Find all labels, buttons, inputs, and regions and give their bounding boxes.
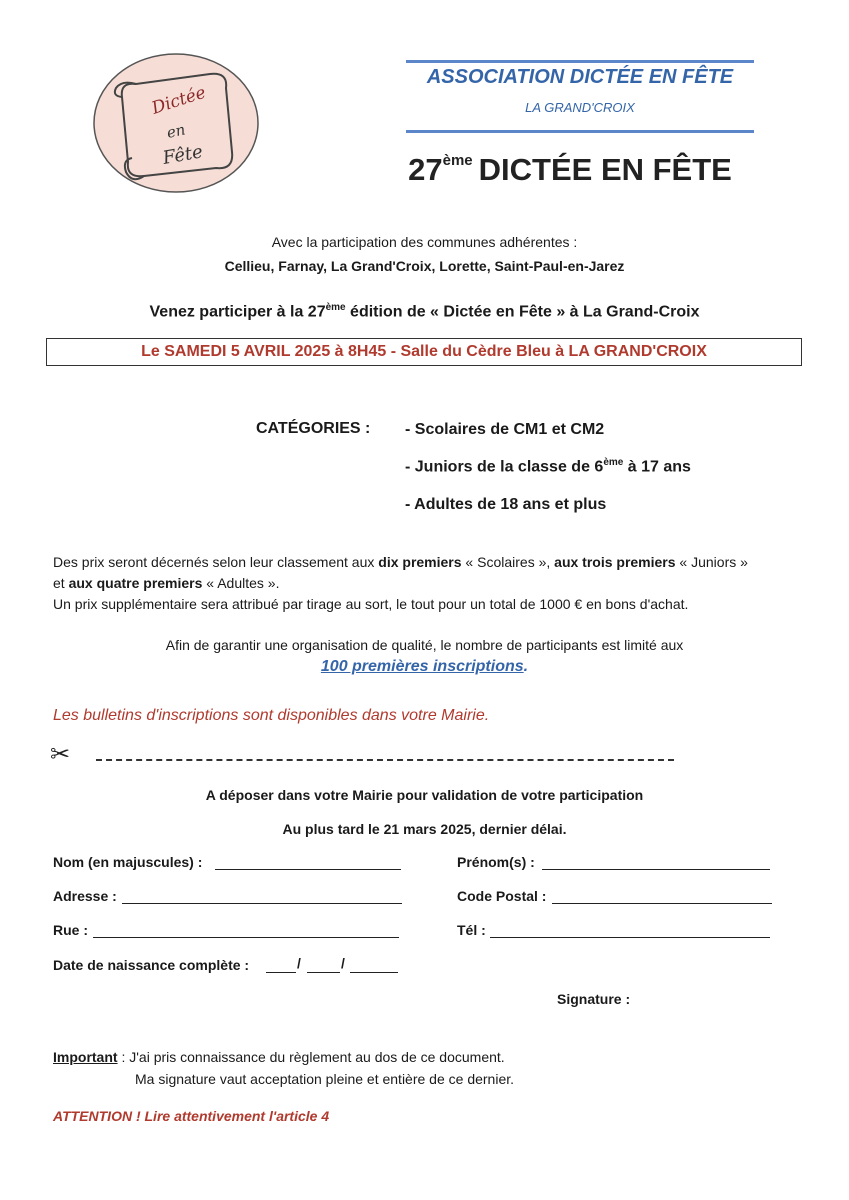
invitation-sup: ème — [325, 302, 346, 313]
important-text-2: Ma signature vaut acceptation pleine et entière de ce dernier. — [135, 1071, 515, 1087]
adresse-label: Adresse : — [53, 888, 117, 904]
prize-text: « Adultes ». — [202, 575, 280, 591]
event-date-box: Le SAMEDI 5 AVRIL 2025 à 8H45 - Salle du Cèdre Bleu à LA GRAND'CROIX — [46, 338, 802, 366]
scroll-logo-graphic — [92, 52, 260, 195]
prizes-paragraph — [53, 552, 813, 615]
adresse-field[interactable] — [122, 903, 402, 904]
logo-text-1: Dictée — [149, 82, 209, 119]
prize-text: Des prix seront décernés selon leur classement aux — [53, 554, 379, 570]
categories-label: CATÉGORIES : — [256, 420, 371, 437]
limit-dot: . — [523, 658, 529, 675]
prize-bold: aux quatre premiers — [68, 575, 203, 591]
title-text: DICTÉE EN FÊTE — [478, 152, 732, 187]
prize-text: « Juniors » — [675, 554, 748, 570]
important-label: Important — [53, 1049, 118, 1065]
page-title — [360, 152, 780, 188]
tel-label: Tél : — [457, 922, 486, 938]
nom-field[interactable] — [215, 869, 401, 870]
bulletins-notice: Les bulletins d'inscriptions sont disponibles dans votre Mairie. — [53, 707, 490, 724]
participation-communes: Cellieu, Farnay, La Grand'Croix, Lorette, Saint-Paul-en-Jarez — [224, 258, 625, 274]
cut-line — [96, 759, 674, 761]
association-town: LA GRAND'CROIX — [525, 100, 635, 115]
date-slash: / — [341, 955, 345, 971]
prize-text: Un prix supplémentaire sera attribué par tirage au sort, le tout pour un total de 1000 € en bons d'achat. — [53, 596, 689, 612]
category-item-sup: ème — [603, 457, 624, 468]
attention-notice: ATTENTION ! Lire attentivement l'article 4 — [53, 1108, 330, 1124]
scissors-icon: ✂ — [50, 741, 71, 768]
deposit-line-2: Au plus tard le 21 mars 2025, dernier délai. — [282, 821, 567, 837]
prenom-field[interactable] — [542, 869, 770, 870]
deposit-line-1: A déposer dans votre Mairie pour validation de votre participation — [205, 787, 644, 803]
limit-link: 100 premières inscriptions — [320, 658, 524, 675]
invitation-text: Venez participer à la 27 — [149, 303, 326, 321]
rue-field[interactable] — [93, 937, 399, 938]
logo — [92, 52, 260, 195]
invitation — [0, 302, 849, 321]
prize-text: « Scolaires », — [461, 554, 555, 570]
title-number: 27 — [408, 152, 443, 187]
code-postal-label: Code Postal : — [457, 888, 547, 904]
birth-year-field[interactable] — [350, 972, 398, 973]
association-name: ASSOCIATION DICTÉE EN FÊTE — [426, 66, 734, 88]
important-notice — [53, 1046, 514, 1090]
tel-field[interactable] — [490, 937, 770, 938]
date-slash: / — [297, 955, 301, 971]
limit-text: Afin de garantir une organisation de qualité, le nombre de participants est limité aux — [165, 637, 684, 653]
category-item-text: - Juniors de la classe de 6 — [405, 458, 604, 476]
category-item — [405, 457, 691, 476]
nom-label: Nom (en majuscules) : — [53, 854, 203, 870]
prize-text: et — [53, 575, 69, 591]
prenom-label: Prénom(s) : — [457, 854, 535, 870]
naissance-label: Date de naissance complète : — [53, 957, 250, 973]
code-postal-field[interactable] — [552, 903, 772, 904]
invitation-text-end: édition de « Dictée en Fête » à La Grand-Croix — [345, 303, 700, 321]
header-rule-top — [406, 60, 754, 63]
header-rule-bottom — [406, 130, 754, 133]
category-item: - Scolaires de CM1 et CM2 — [405, 421, 605, 438]
title-sup: ème — [442, 152, 473, 169]
logo-text-3: Fête — [161, 141, 205, 169]
birth-day-field[interactable] — [266, 972, 296, 973]
signature-label: Signature : — [557, 991, 631, 1007]
limit-highlight — [0, 658, 849, 676]
participation-intro: Avec la participation des communes adhérentes : — [271, 234, 578, 250]
category-item: - Adultes de 18 ans et plus — [405, 496, 607, 513]
important-text: : J'ai pris connaissance du règlement au dos de ce document. — [117, 1049, 505, 1065]
category-item-text-end: à 17 ans — [623, 458, 691, 476]
prize-bold: dix premiers — [378, 554, 462, 570]
rue-label: Rue : — [53, 922, 88, 938]
logo-text-2: en — [165, 120, 187, 142]
birth-month-field[interactable] — [307, 972, 340, 973]
prize-bold: aux trois premiers — [554, 554, 676, 570]
